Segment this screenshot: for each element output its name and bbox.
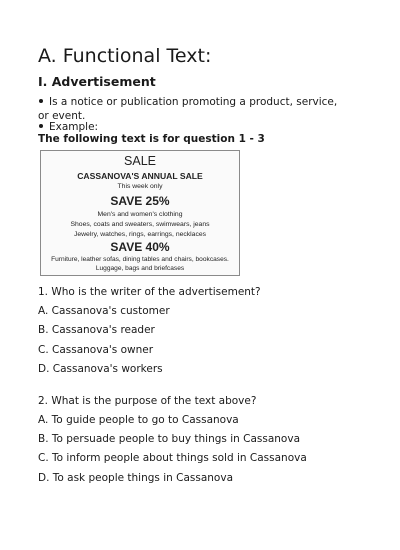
ad-sale-heading: SALE <box>124 154 156 168</box>
ad-item: Jewelry, watches, rings, earrings, necklaces <box>73 231 207 238</box>
ad-item: Luggage, bags and briefcases <box>95 265 185 272</box>
ad-item: Shoes, coats and sweaters, swimwears, jeans <box>70 221 210 228</box>
section-heading: I. Advertisement <box>38 74 156 89</box>
bullet-example <box>38 120 98 134</box>
question-2-option-d: D. To ask people things in Cassanova <box>38 472 233 484</box>
advertisement-image <box>40 150 240 276</box>
bullet-definition <box>38 95 338 123</box>
question-2-option-c: C. To inform people about things sold in Cassanova <box>38 452 307 464</box>
question-2-option-a: A. To guide people to go to Cassanova <box>38 414 239 426</box>
ad-item: Furniture, leather sofas, dining tables and chairs, bookcases. <box>51 256 229 263</box>
bullet-text: Is a notice or publication promoting a product, service, or event. <box>38 96 338 122</box>
ad-discount-40: SAVE 40% <box>110 240 170 254</box>
question-1-option-c: C. Cassanova's owner <box>38 344 154 356</box>
question-1-option-a: A. Cassanova's customer <box>38 305 170 317</box>
ad-week-note: This week only <box>117 183 163 190</box>
bullet-text: Example: <box>49 121 99 133</box>
ad-discount-25: SAVE 25% <box>110 194 170 208</box>
question-1: 1. Who is the writer of the advertisement? <box>38 286 261 298</box>
instruction-text: The following text is for question 1 - 3 <box>38 133 265 145</box>
bullet-icon <box>39 99 43 103</box>
question-2: 2. What is the purpose of the text above? <box>38 395 257 407</box>
question-2-option-b: B. To persuade people to buy things in Cassanova <box>38 433 301 445</box>
ad-item: Men's and women's clothing <box>97 211 183 218</box>
ad-title: CASSANOVA'S ANNUAL SALE <box>77 171 203 181</box>
question-1-option-d: D. Cassanova's workers <box>38 363 163 375</box>
page-title: A. Functional Text: <box>38 45 212 67</box>
question-1-option-b: B. Cassanova's reader <box>38 324 155 336</box>
bullet-icon <box>39 124 43 128</box>
